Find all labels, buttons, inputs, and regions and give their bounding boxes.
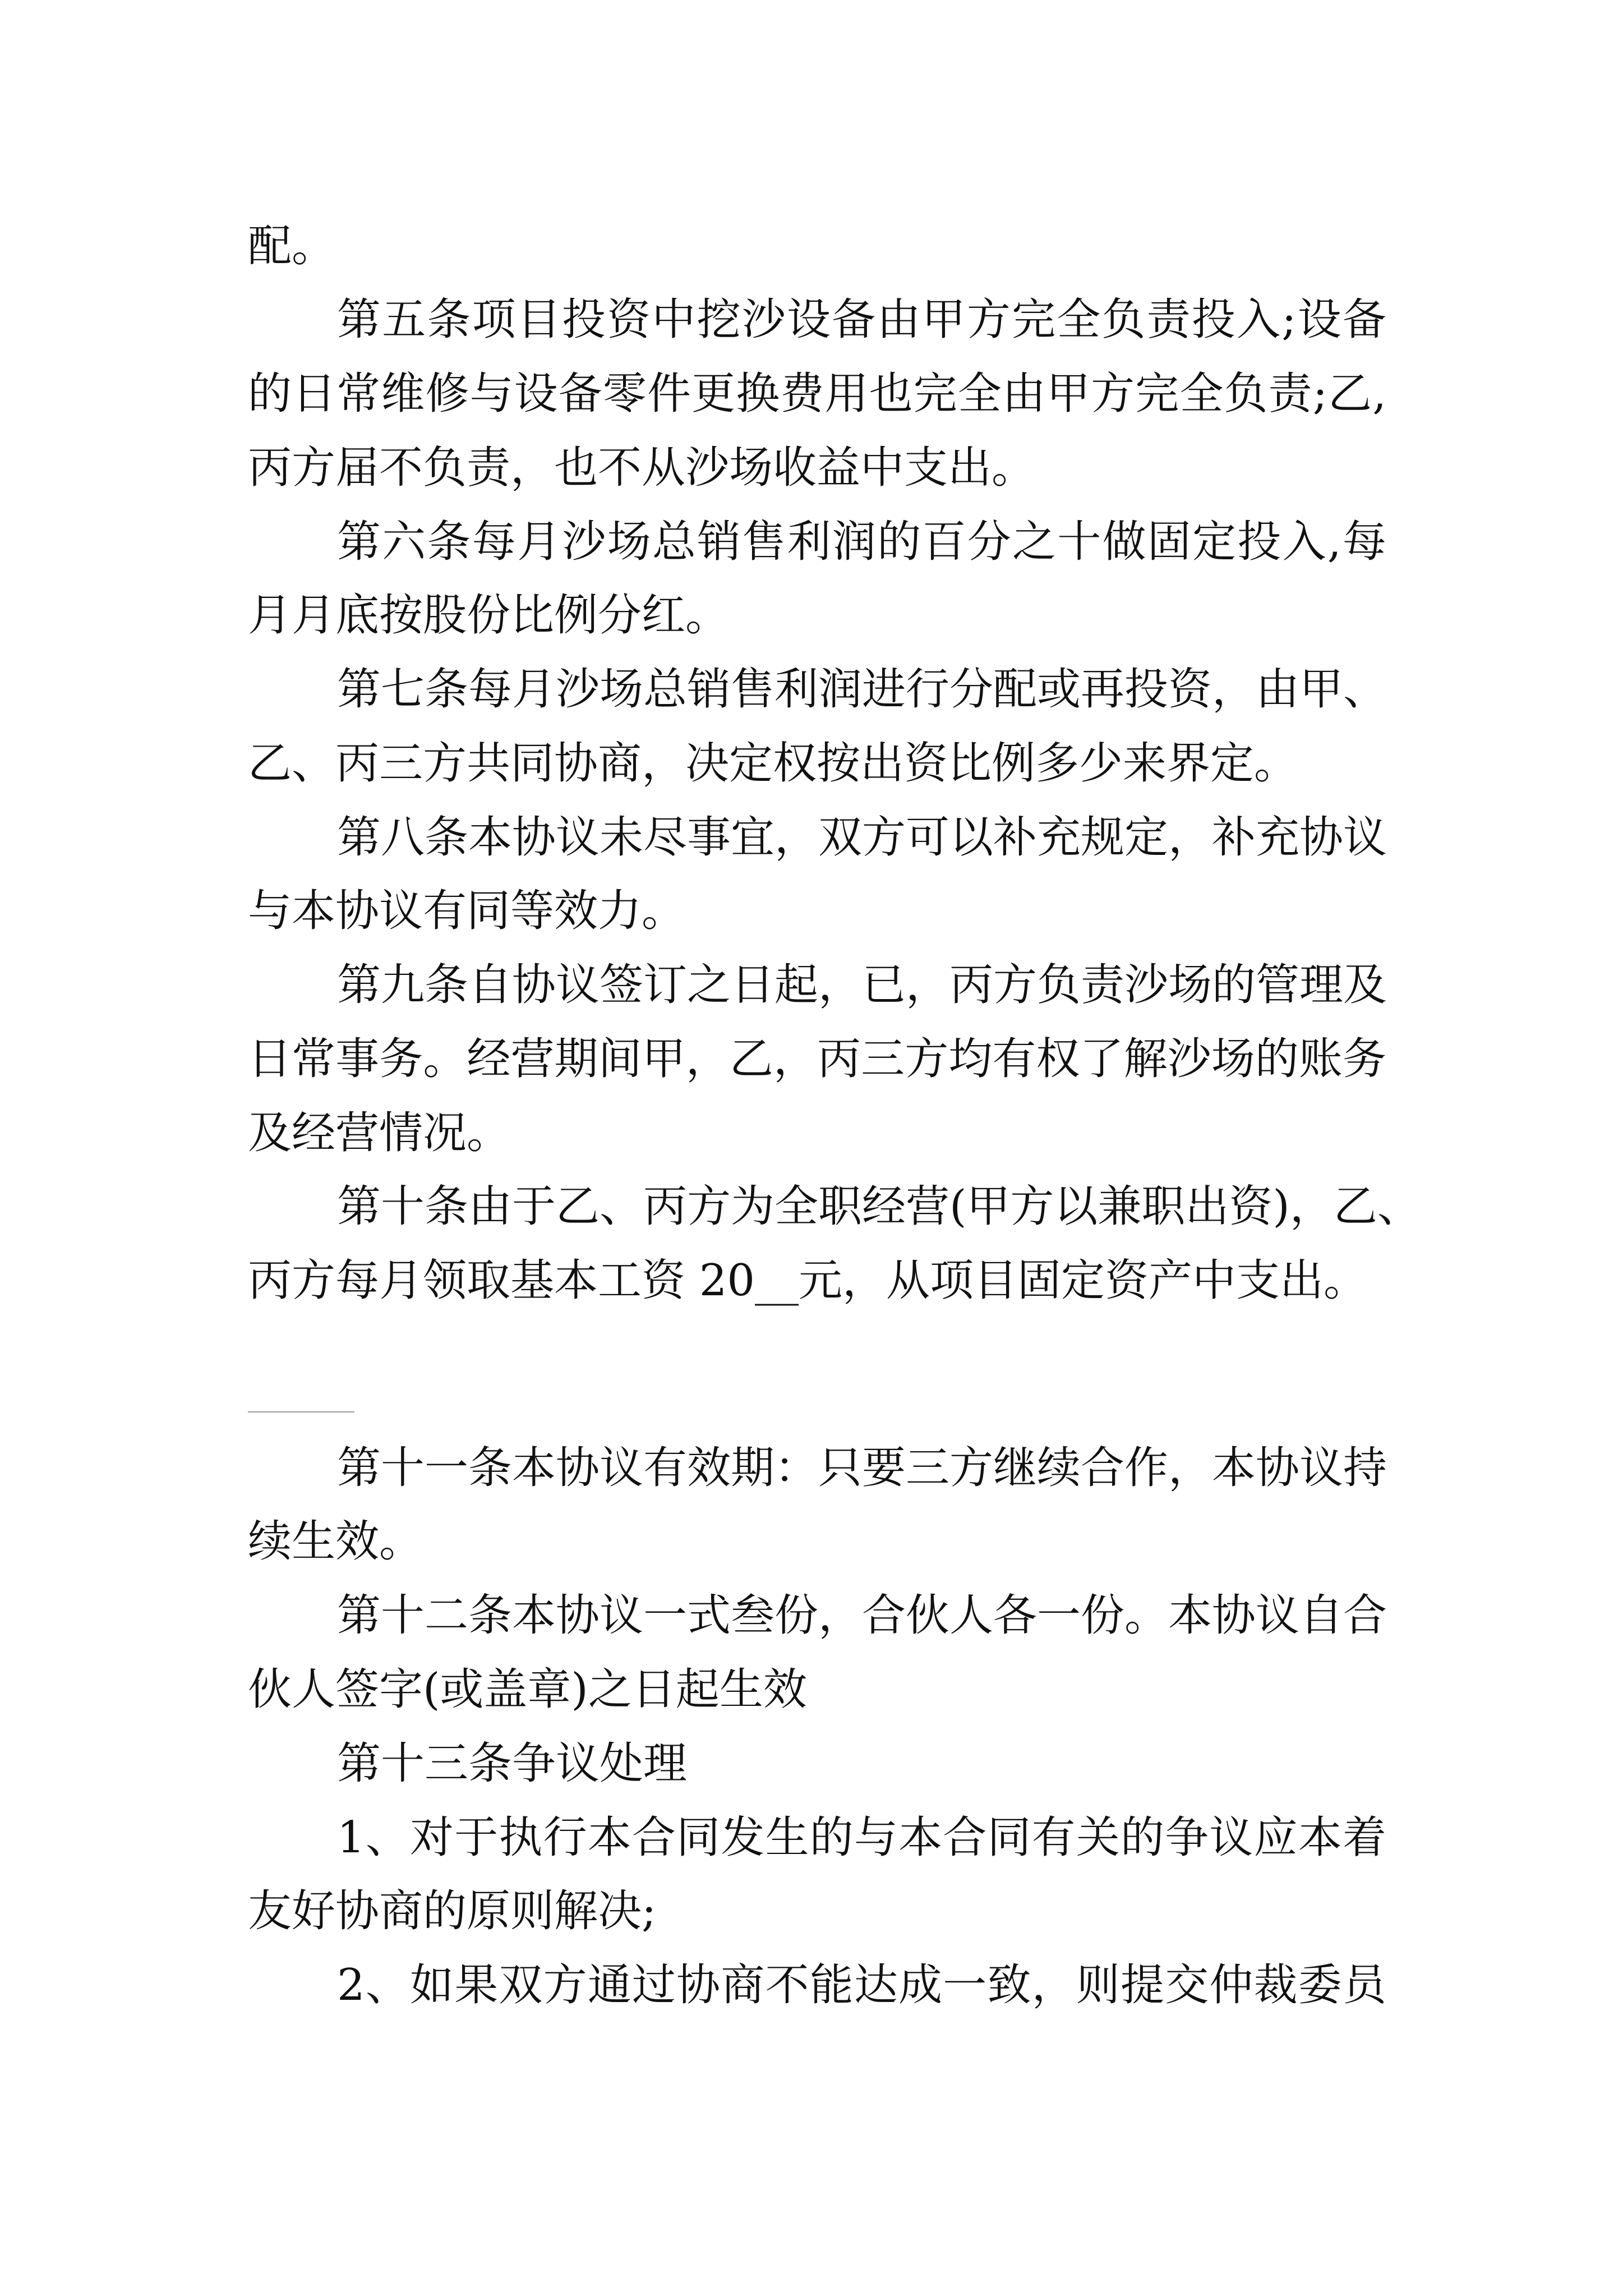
- article-11-line-2: 续生效。: [248, 1516, 423, 1567]
- article-5-line-3: 丙方届不负责，也不从沙场收益中支出。: [248, 443, 1036, 493]
- clause-1-line-2: 友好协商的原则解决;: [248, 1886, 657, 1936]
- article-9-line-2: 日常事务。经营期间甲，乙，丙三方均有权了解沙场的账务: [248, 1034, 1386, 1084]
- article-7-line-2: 乙、丙三方共同协商，决定权按出资比例多少来界定。: [248, 738, 1298, 789]
- article-6-line-1: 第六条每月沙场总销售利润的百分之十做固定投入,每: [337, 517, 1386, 567]
- article-7-line-1: 第七条每月沙场总销售利润进行分配或再投资，由甲、: [337, 664, 1387, 715]
- article-10-line-2: 丙方每月领取基本工资 20__元，从项目固定资产中支出。: [248, 1255, 1368, 1306]
- article-10-line-1: 第十条由于乙、丙方为全职经营(甲方以兼职出资)，乙、: [337, 1181, 1421, 1232]
- article-5-line-2: 的日常维修与设备零件更换费用也完全由甲方完全负责;乙,: [248, 369, 1386, 419]
- clause-2-line-1: 2、如果双方通过协商不能达成一致，则提交仲裁委员: [337, 1960, 1386, 2010]
- article-8-line-2: 与本协议有同等效力。: [248, 886, 686, 936]
- article-8-line-1: 第八条本协议未尽事宜，双方可以补充规定，补充协议: [337, 812, 1387, 863]
- section-divider: [248, 1411, 354, 1412]
- text-line-1: 配。: [248, 221, 336, 272]
- article-11-line-1: 第十一条本协议有效期：只要三方继续合作，本协议持: [337, 1443, 1387, 1493]
- article-12-line-1: 第十二条本协议一式叁份，合伙人各一份。本协议自合: [337, 1590, 1387, 1641]
- article-5-line-1: 第五条项目投资中挖沙设备由甲方完全负责投入;设备: [337, 295, 1386, 345]
- article-12-line-2: 伙人签字(或盖章)之日起生效: [248, 1664, 807, 1715]
- article-6-line-2: 月月底按股份比例分红。: [248, 590, 730, 641]
- clause-1-line-1: 1、对于执行本合同发生的与本合同有关的争议应本着: [337, 1812, 1386, 1863]
- article-13-heading: 第十三条争议处理: [337, 1738, 688, 1789]
- article-9-line-3: 及经营情况。: [248, 1108, 511, 1158]
- article-9-line-1: 第九条自协议签订之日起，已，丙方负责沙场的管理及: [337, 960, 1387, 1010]
